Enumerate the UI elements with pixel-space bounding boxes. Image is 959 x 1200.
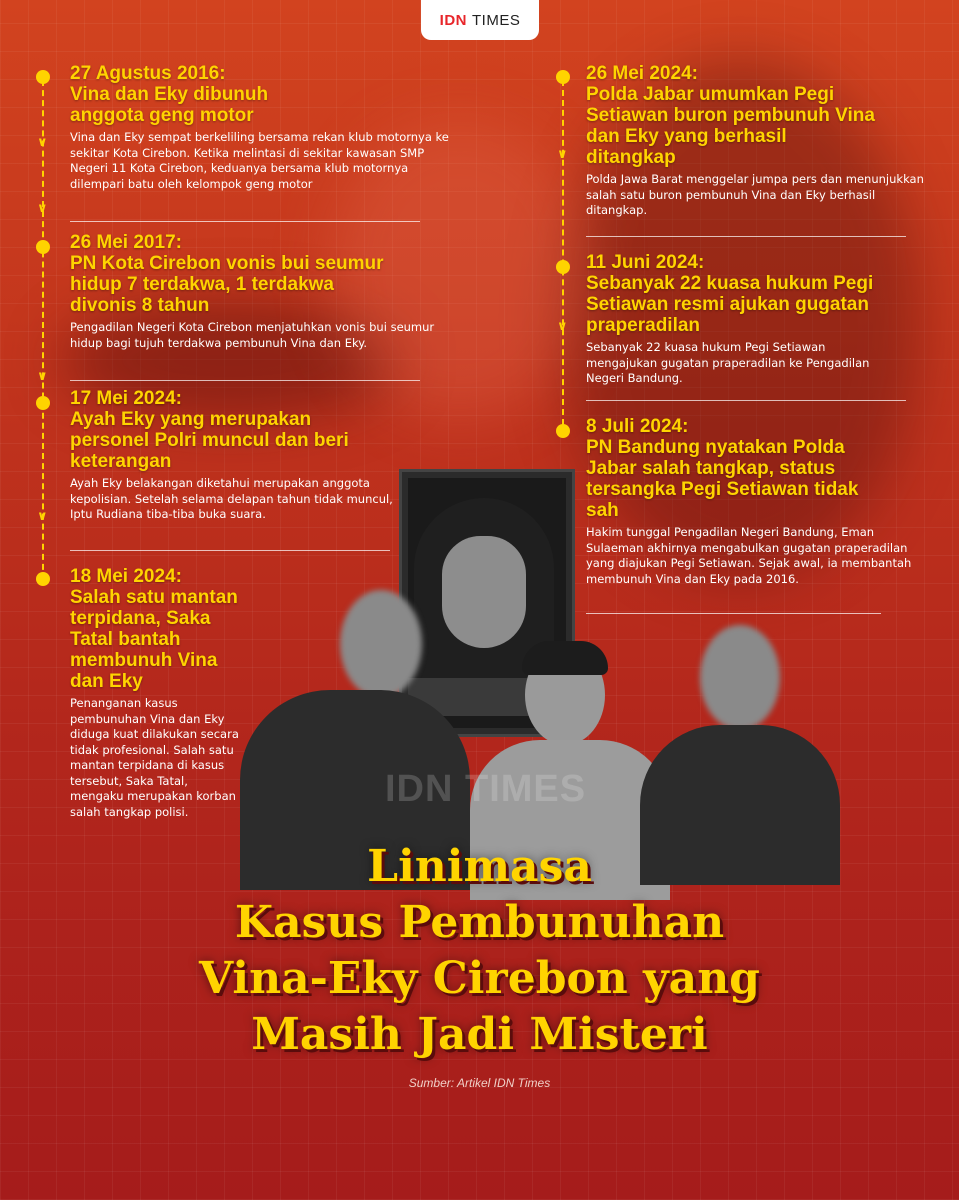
timeline-dot	[556, 424, 570, 438]
source-caption: Sumber: Artikel IDN Times	[408, 1076, 551, 1090]
entry-body: Pengadilan Negeri Kota Cirebon menjatuhkan vonis bui seumur hidup bagi tujuh terdakwa pembunuh Vina dan Eky.	[70, 320, 435, 350]
suspect-hair	[522, 641, 608, 675]
title-line-1: Linimasa	[367, 841, 592, 892]
entry-date: 26 Mei 2017:	[70, 232, 182, 253]
chevron-down-icon: ∨	[37, 201, 48, 216]
logo-idn-text: IDN	[439, 11, 467, 29]
entry-date: 27 Agustus 2016:	[70, 63, 226, 84]
entry-headline: Polda Jabar umumkan Pegi Setiawan buron pembunuh Vina dan Eky yang berhasil ditangkap	[586, 84, 875, 168]
officer-right-head	[700, 625, 780, 730]
left-timeline-line	[42, 80, 44, 580]
timeline-entry-left-1	[70, 63, 465, 192]
timeline-dot	[556, 260, 570, 274]
divider	[70, 221, 420, 222]
entry-headline: Vina dan Eky dibunuh anggota geng motor	[70, 84, 269, 126]
timeline-dot	[36, 70, 50, 84]
timeline-dot	[556, 70, 570, 84]
divider	[586, 400, 906, 401]
chevron-down-icon: ∨	[37, 135, 48, 150]
divider	[586, 236, 906, 237]
timeline-dot	[36, 240, 50, 254]
entry-body: Polda Jawa Barat menggelar jumpa pers dan menunjukkan salah satu buron pembunuh Vina dan Eky berhasil ditangkap.	[586, 172, 924, 217]
timeline-dot	[36, 396, 50, 410]
entry-date: 17 Mei 2024:	[70, 388, 182, 409]
idn-times-logo	[421, 0, 539, 40]
chevron-down-icon: ∨	[557, 147, 568, 162]
chevron-down-icon: ∨	[37, 369, 48, 384]
right-timeline-line	[562, 80, 564, 425]
divider	[70, 380, 420, 381]
entry-headline: Sebanyak 22 kuasa hukum Pegi Setiawan resmi ajukan gugatan praperadilan	[586, 273, 874, 336]
title-line-4: Masih Jadi Misteri	[251, 1009, 708, 1060]
entry-body: Ayah Eky belakangan diketahui merupakan anggota kepolisian. Setelah selama delapan tahun tidak muncul, Iptu Rudiana tiba-tiba buka suara.	[70, 476, 393, 521]
entry-headline: Ayah Eky yang merupakan personel Polri muncul dan beri keterangan	[70, 409, 349, 472]
timeline-entry-left-2	[70, 232, 460, 351]
entry-date: 11 Juni 2024:	[586, 252, 705, 273]
chevron-down-icon: ∨	[37, 509, 48, 524]
title-line-2: Kasus Pembunuhan	[234, 897, 725, 948]
timeline-entry-right-3	[586, 416, 916, 587]
chevron-down-icon: ∨	[557, 319, 568, 334]
entry-headline: PN Kota Cirebon vonis bui seumur hidup 7 terdakwa, 1 terdakwa divonis 8 tahun	[70, 253, 384, 316]
entry-body: Penanganan kasus pembunuhan Vina dan Eky diduga kuat dilakukan secara tidak profesional. Salah satu mantan terpidana di kasus tersebut, Saka Tatal, mengaku merupakan korban salah tangkap polisi.	[70, 696, 239, 819]
timeline-entry-right-2	[586, 252, 916, 387]
logo-times-text: TIMES	[472, 11, 521, 29]
divider	[586, 613, 881, 614]
officer-left-head	[340, 590, 422, 698]
title-line-3: Vina-Eky Cirebon yang	[199, 953, 760, 1004]
entry-date: 8 Juli 2024:	[586, 416, 689, 437]
entry-date: 26 Mei 2024:	[586, 63, 698, 84]
entry-body: Hakim tunggal Pengadilan Negeri Bandung, Eman Sulaeman akhirnya mengabulkan gugatan praperadilan yang diajukan Pegi Setiawan. Sejak awal, ia membantah membunuh Vina dan Eky pada 2016.	[586, 525, 912, 586]
divider	[70, 550, 390, 551]
idn-times-watermark: IDN TIMES	[385, 768, 587, 810]
entry-date: 18 Mei 2024:	[70, 566, 182, 587]
entry-headline: Salah satu mantan terpidana, Saka Tatal bantah membunuh Vina dan Eky	[70, 587, 238, 692]
entry-body: Vina dan Eky sempat berkeliling bersama rekan klub motornya ke sekitar Kota Cirebon. Ketika melintasi di sekitar kawasan SMP Negeri 11 Kota Cirebon, keduanya bersama klub motornya dilempari batu oleh kelompok geng motor	[70, 130, 449, 191]
timeline-entry-right-1	[586, 63, 936, 219]
entry-headline: PN Bandung nyatakan Polda Jabar salah tangkap, status tersangka Pegi Setiawan tidak sah	[586, 437, 859, 521]
timeline-entry-left-3	[70, 388, 400, 523]
timeline-dot	[36, 572, 50, 586]
entry-body: Sebanyak 22 kuasa hukum Pegi Setiawan mengajukan gugatan praperadilan ke Pengadilan Negeri Bandung.	[586, 340, 870, 385]
